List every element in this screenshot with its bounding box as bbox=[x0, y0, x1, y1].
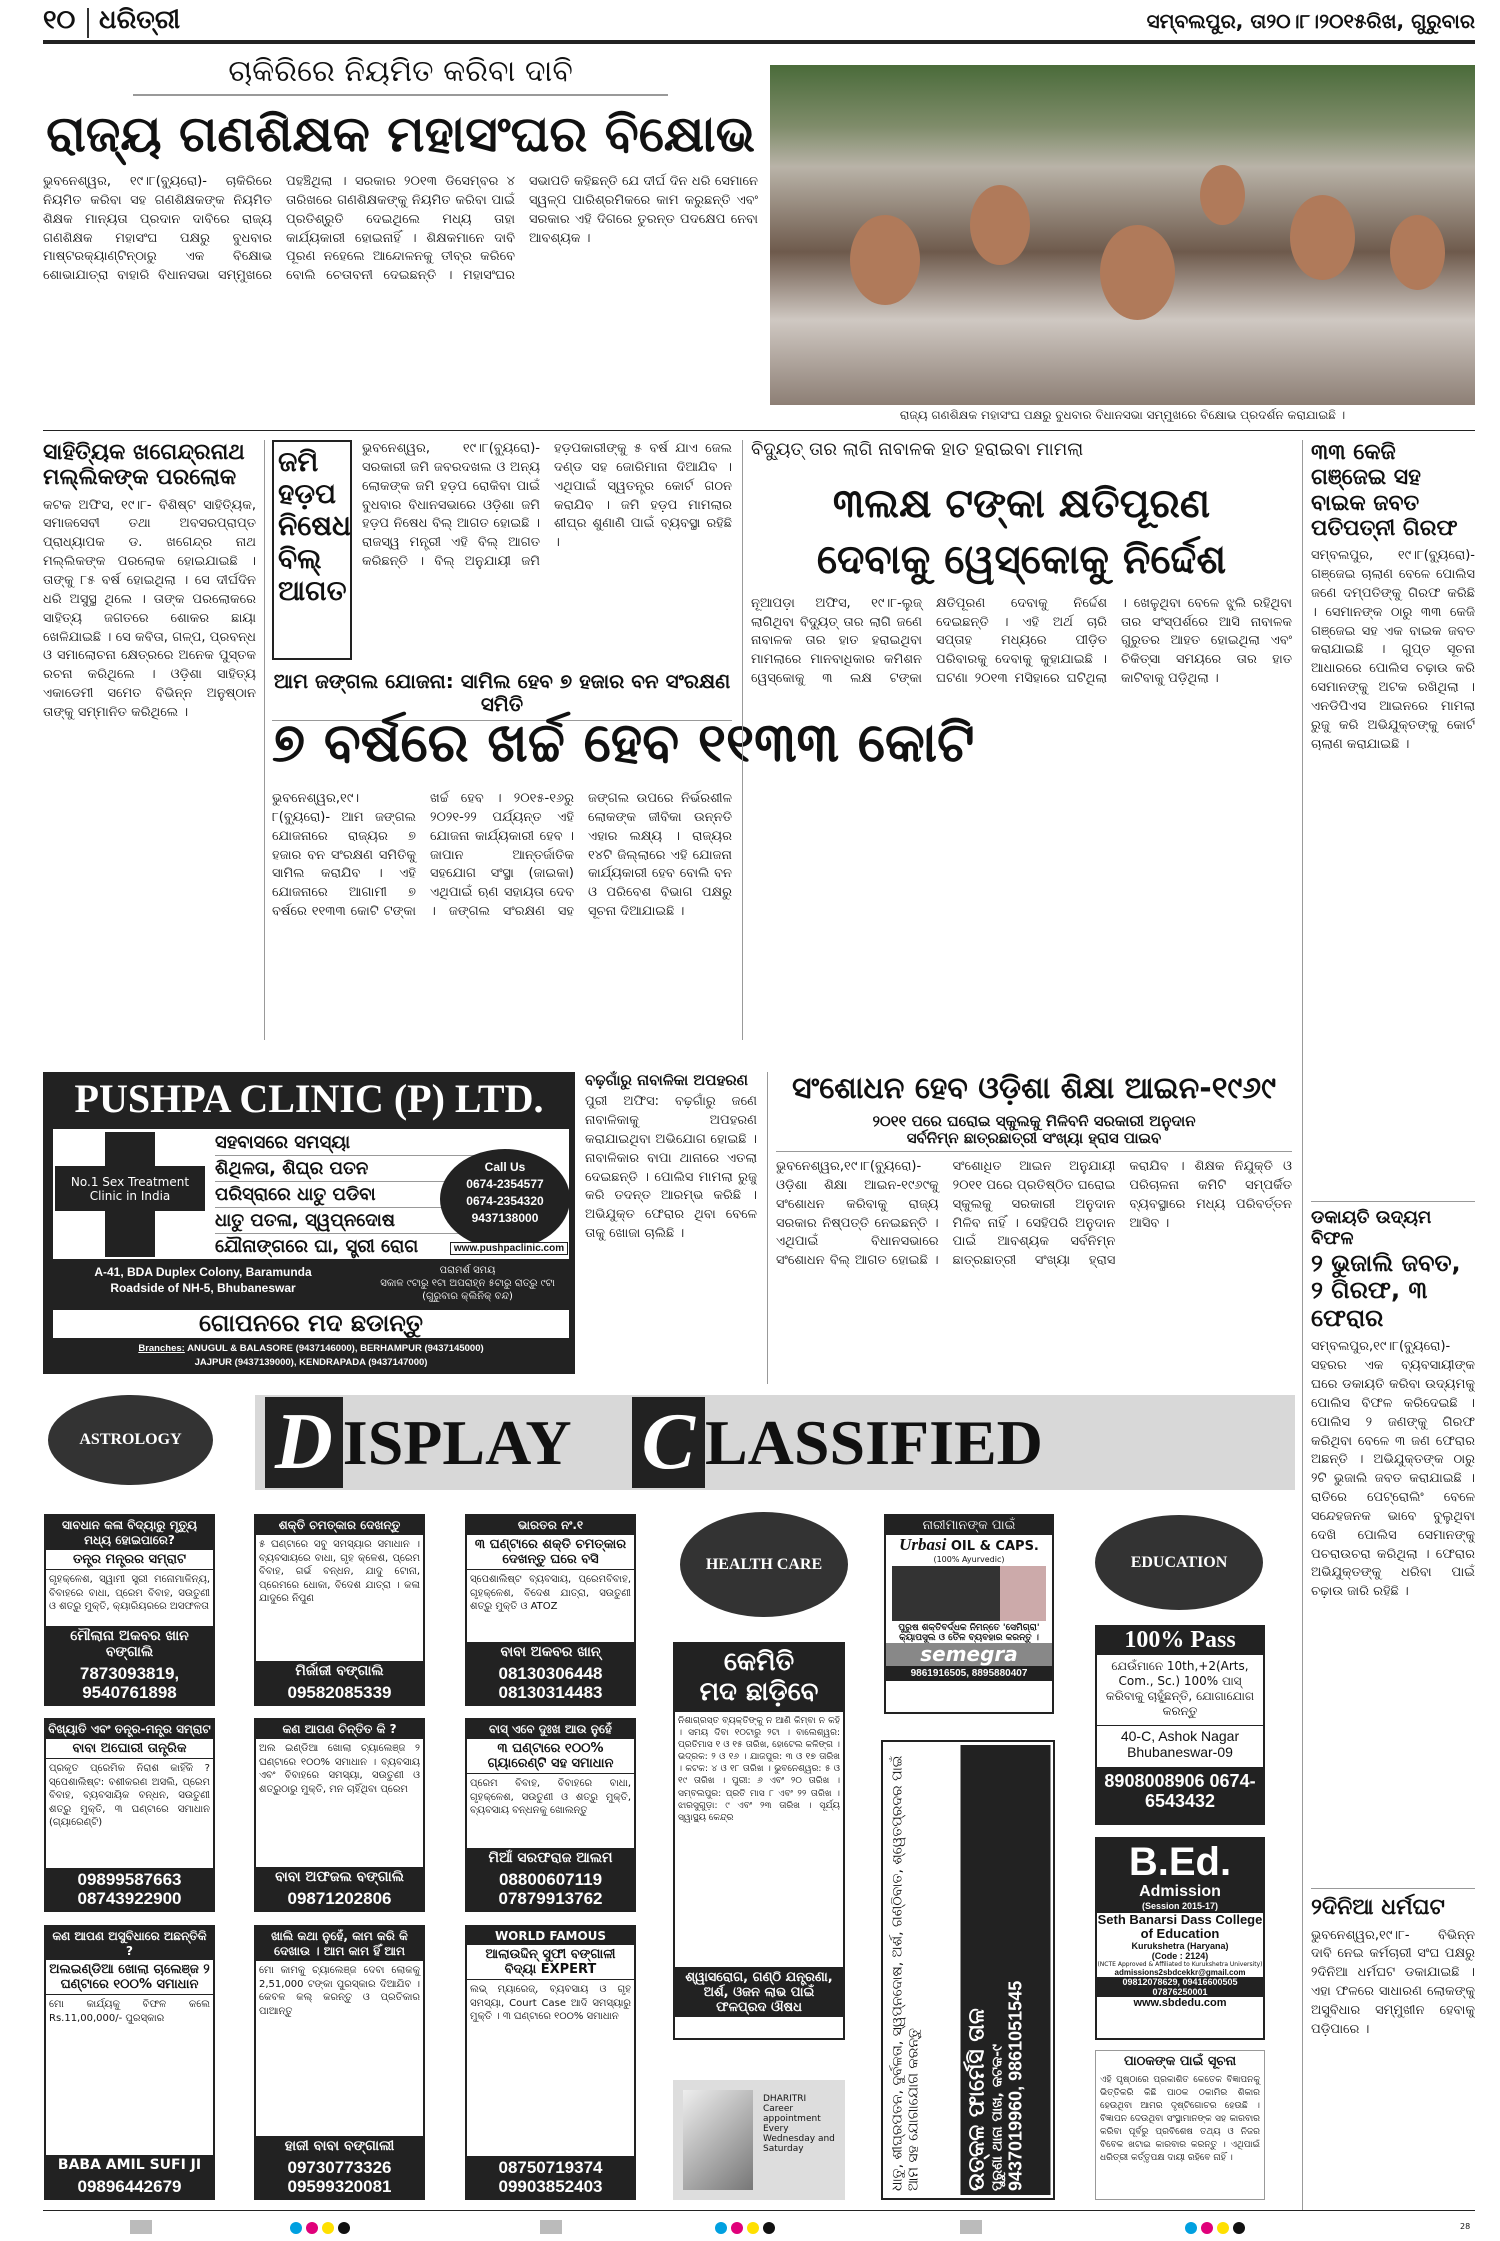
ad-heading: WORLD FAMOUS bbox=[467, 1927, 634, 1945]
notice-text: ଏହି ପୃଷ୍ଠାରେ ପ୍ରକାଶିତ କେତେକ ବିଜ୍ଞାପନକୁ ଭିତ୍ତିକରି କିଛି ପାଠକ ଠକାମିର ଶିକାର ହେଉଥିବା ଆମର ଦୃଷ୍ଟିଗୋଚର ହେଉଛି । ବିଜ୍ଞାପନ ଦେଉଥିବା ସଂସ୍ଥାମାନଙ୍କ ସହ କାରବାର କରିବା ପୂର୍ବରୁ ପ୍ରବିଶେଷ ତଥ୍ୟ ଓ ନିଜର ବିବେକ ଖଟାଇ କାରବାର କରନ୍ତୁ । ଏଥିପାଇଁ ଧରିତ୍ରୀ କର୍ତ୍ତୃପକ୍ଷ ଦାୟୀ ରହିବେ ନାହିଁ । bbox=[1100, 2074, 1260, 2164]
registration-mark bbox=[960, 2220, 982, 2234]
photo-caption: ରାଜ୍ୟ ଗଣଶିକ୍ଷକ ମହାସଂଘ ପକ୍ଷରୁ ବୁଧବାର ବିଧାନସଭା ସମ୍ମୁଖରେ ବିକ୍ଷୋଭ ପ୍ରଦର୍ଶନ କରାଯାଇଛି । bbox=[899, 408, 1346, 422]
registration-mark bbox=[1217, 2222, 1229, 2234]
jami-story bbox=[272, 440, 732, 665]
ad-text: ଅଲ ଇଣ୍ଡିଆ ଖୋଲା ଚ୍ୟାଲେଞ୍ଜ ୨ ଘଣ୍ଟାରେ ୧୦୦% ସମାଧାନ । ବ୍ୟବସାୟ ଏବଂ ବିବାହରେ ସମସ୍ୟା, ସଉତୁଣୀ ଓ ଶତ୍ରୁଠାରୁ ମୁକ୍ତି, ମନ ଚାହିଁଥିବା ପ୍ରେମ bbox=[259, 1743, 420, 1795]
kidnap-headline: ବଢ଼ଗାଁରୁ ନାବାଳିକା ଅପହରଣ bbox=[585, 1071, 748, 1089]
branches-line: JAJPUR (9437139000), KENDRAPADA (9437147000) bbox=[194, 1357, 428, 1368]
education-act-story bbox=[767, 1072, 1292, 1384]
edu-act-headline: ସଂଶୋଧନ ହେବ ଓଡ଼ିଶା ଶିକ୍ଷା ଆଇନ-୧୯୬୯ bbox=[791, 1071, 1277, 1106]
ad-name: ମିର୍ଜାଜୀ ବଙ୍ଗାଲି bbox=[256, 1661, 423, 1681]
bed-admission: Admission bbox=[1139, 1883, 1221, 1900]
ad-title: ତନ୍ତ୍ର ମନ୍ତ୍ରର ସମ୍ରାଟ bbox=[46, 1550, 213, 1570]
dacoity-headline: ୨ ଭୁଜାଲି ଜବତ, ୨ ଗିରଫ, ୩ ଫେରାର bbox=[1311, 1248, 1461, 1332]
kidnap-body: ପୁରୀ ଅଫିସ: ବଢ଼ଗାଁରୁ ଜଣେ ନାବାଳିକାକୁ ଅପହରଣ କରାଯାଇଥିବା ଅଭିଯୋଗ ହୋଇଛି । ନାବାଳିକାର ବାପା ଥାନାରେ ଏତଲା ଦେଇଛନ୍ତି । ପୋଲିସ ମାମଲା ରୁଜୁ କରି ତଦନ୍ତ ଆରମ୍ଭ କରିଛି । ଅଭିଯୁକ୍ତ ଫେରାର ଥିବା ବେଳେ ତାକୁ ଖୋଜା ଚାଲିଛି । bbox=[585, 1094, 757, 1242]
kemiti-text: ନିଶାଗ୍ରସ୍ତ ବ୍ୟକ୍ତିଙ୍କୁ ନ ଆଣି କିମ୍ବା ନ କହି । ସମୟ ଦିବା ୧୦ଟାରୁ ୨ଟା । ବାଲେଶ୍ୱର: ପ୍ରତିମାସ ୧ ଓ ୧୫ ତାରିଖ, ହୋଟେଲ କଳିଙ୍ଗ । ଭଦ୍ରକ: ୨ ଓ ୧୬ । ଯାଜପୁର: ୩ ଓ ୧୭ ତାରିଖ । କଟକ: ୪ ଓ ୧୮ ତାରିଖ । ଭୁବନେଶ୍ୱର: ୫ ଓ ୧୯ ତାରିଖ । ପୁରୀ: ୬ ଏବଂ ୨୦ ତାରିଖ । ସମ୍ବଲପୁର: ପ୍ରତି ମାସ ୮ ଏବଂ ୨୨ ତାରିଖ । ଝାରସୁଗୁଡ଼ା: ୯ ଏବଂ ୨୩ ତାରିଖ । ସୂର୍ଯ୍ୟ ସ୍ୱାସ୍ଥ୍ୟ କେନ୍ଦ୍ର bbox=[678, 1715, 840, 1823]
classified-ad bbox=[44, 1514, 215, 1706]
education-logo bbox=[1095, 1515, 1263, 1610]
pass-phones: 8908008906 0674-6543432 bbox=[1097, 1767, 1263, 1825]
education-logo-label: EDUCATION bbox=[1130, 1553, 1228, 1571]
electric-kicker: ବିଦ୍ୟୁତ୍ ତାର ଲାଗି ନାବାଳକ ହାତ ହରାଇବା ମାମଲା bbox=[751, 439, 1084, 460]
forest-headline: ୭ ବର୍ଷରେ ଖର୍ଚ୍ଚ ହେବ ୧୧୩୩ କୋଟି bbox=[272, 711, 975, 774]
problem-line: ଯୌନାଙ୍ଗରେ ଘା, ସ୍ତ୍ରୀ ରୋଗ bbox=[215, 1236, 419, 1257]
mallick-headline: ସାହିତ୍ୟିକ ଖଗେନ୍ଦ୍ରନାଥ ମଲ୍ଲିକଙ୍କ ପରଲୋକ bbox=[43, 440, 245, 491]
bed-title: B.Ed. bbox=[1128, 1840, 1232, 1884]
classified-ad bbox=[254, 1925, 425, 2200]
ganja-body: ସମ୍ବଲପୁର, ୧୯।୮(ବ୍ୟୁରୋ)- ଗଞ୍ଜେଇ ଚାଲାଣ ବେଳେ ପୋଲିସ ଜଣେ ଦମ୍ପତିଙ୍କୁ ଗିରଫ କରିଛି । ସେମାନଙ୍କ ଠାରୁ ୩୩ କେଜି ଗଞ୍ଜେଇ ସହ ଏକ ବାଇକ ଜବତ କରାଯାଇଛି । ଗୁପ୍ତ ସୂଚନା ଆଧାରରେ ପୋଲିସ ଚଢ଼ାଉ କରି ସେମାନଙ୍କୁ ଅଟକ ରଖିଥିଲା । ଏନଡିପିଏସ ଆଇନରେ ମାମଲା ରୁଜୁ କରି ଅଭିଯୁକ୍ତଙ୍କୁ କୋର୍ଟ ଚାଲାଣ କରାଯାଇଛି । bbox=[1311, 548, 1475, 752]
ad-heading: କଣ ଆପଣ ଅସୁବିଧାରେ ଅଛନ୍ତିକି ? bbox=[46, 1927, 213, 1960]
problem-line: ପରିସ୍ରାରେ ଧାତୁ ପଡିବା bbox=[215, 1182, 475, 1208]
lead-body: ଭୁବନେଶ୍ୱର, ୧୯।୮(ବ୍ୟୁରୋ)- ଚାକିରିରେ ନିୟମିତ କରିବା ସହ ଗଣଶିକ୍ଷକଙ୍କ ନିୟମିତ ଶିକ୍ଷକ ମାନ୍ୟତା ପ୍ରଦାନ ଦାବିରେ ରାଜ୍ୟ ଗଣଶିକ୍ଷକ ମହାସଂଘ ପକ୍ଷରୁ ବୁଧବାର ମାଷ୍ଟରକ୍ୟାଣ୍ଟିନ୍ଠାରୁ ଏକ ବିକ୍ଷୋଭ ଶୋଭାଯାତ୍ରା ବାହାରି ବିଧାନସଭା ସମ୍ମୁଖରେ ପହଞ୍ଚିଥିଲା । ସରକାର ୨୦୧୩ ଡିସେମ୍ବର ୪ ତାରିଖରେ ଗଣଶିକ୍ଷକଙ୍କୁ ନିୟମିତ କରିବା ପାଇଁ ପ୍ରତିଶ୍ରୁତି ଦେଇଥିଲେ ମଧ୍ୟ ତାହା କାର୍ଯ୍ୟକାରୀ ହୋଇନାହିଁ । ଶିକ୍ଷକମାନେ ଦାବି ପୂରଣ ନହେଲେ ଆନ୍ଦୋଳନକୁ ତୀବ୍ର କରିବେ ବୋଲି ଚେତାବନୀ ଦେଇଛନ୍ତି । ମହାସଂଘର ସଭାପତି କହିଛନ୍ତି ଯେ ଦୀର୍ଘ ଦିନ ଧରି ସେମାନେ ସ୍ୱଳ୍ପ ପାରିଶ୍ରମିକରେ କାମ କରୁଛନ୍ତି ଏବଂ ସରକାର ଏହି ଦିଗରେ ତୁରନ୍ତ ପଦକ୍ଷେପ ନେବା ଆବଶ୍ୟକ । bbox=[43, 174, 758, 284]
pass-address: 40-C, Ashok Nagar Bhubaneswar-09 bbox=[1097, 1725, 1263, 1767]
pushpa-problems bbox=[215, 1130, 475, 1259]
ad-heading: କଣ ଆପଣ ଚିନ୍ତିତ କି ? bbox=[256, 1720, 423, 1739]
phone: 9437138000 bbox=[471, 1211, 539, 1225]
ad-name: ମୌଲାନା ଅକବର ଖାନ ବଙ୍ଗାଲି bbox=[46, 1626, 213, 1662]
hundred-percent-pass-ad bbox=[1095, 1625, 1265, 1825]
pushpa-branches bbox=[53, 1342, 569, 1370]
banner-isplay: ISPLAY bbox=[342, 1406, 572, 1478]
registration-mark bbox=[1233, 2222, 1245, 2234]
mallick-body: କଟକ ଅଫିସ, ୧୯।୮- ବିଶିଷ୍ଟ ସାହିତ୍ୟିକ, ସମାଜସେବୀ ତଥା ଅବସରପ୍ରାପ୍ତ ପ୍ରାଧ୍ୟାପକ ଡ. ଖଗେନ୍ଦ୍ର ନାଥ ମଲ୍ଲିକଙ୍କ ପରଲୋକ ହୋଇଯାଇଛି । ତାଙ୍କୁ ୮୫ ବର୍ଷ ହୋଇଥିଲା । ସେ ଦୀର୍ଘଦିନ ଧରି ଅସୁସ୍ଥ ଥିଲେ । ତାଙ୍କ ପରଲୋକରେ ସାହିତ୍ୟ ଜଗତରେ ଶୋକର ଛାୟା ଖେଳିଯାଇଛି । ସେ କବିତା, ଗଳ୍ପ, ପ୍ରବନ୍ଧ ଓ ସମାଲୋଚନା କ୍ଷେତ୍ରରେ ଅନେକ ପୁସ୍ତକ ରଚନା କରିଥିଲେ । ଓଡ଼ିଶା ସାହିତ୍ୟ ଏକାଡେମୀ ସମେତ ବିଭିନ୍ନ ଅନୁଷ୍ଠାନ ତାଙ୍କୁ ସମ୍ମାନିତ କରିଥିଲେ । bbox=[43, 497, 256, 720]
page-header bbox=[43, 6, 1475, 40]
ad-name: BABA AMIL SUFI JI bbox=[46, 2155, 213, 2175]
divider bbox=[87, 8, 89, 38]
ad-text: ଗୃହକ୍ଳେଶ, ସ୍ୱାମୀ ସ୍ତ୍ରୀ ମନୋମାଳିନ୍ୟ, ବିବାହରେ ବାଧା, ପ୍ରେମ ବିବାହ, ସଉତୁଣୀ ଓ ଶତ୍ରୁ ମୁକ୍ତି, କ୍ୟାରିୟରରେ ଅସଫଳତା bbox=[49, 1574, 210, 1612]
brand: Urbasi bbox=[899, 1535, 947, 1554]
classified-ad bbox=[44, 1925, 215, 2200]
registration-mark bbox=[715, 2222, 727, 2234]
kemiti-title bbox=[675, 1644, 843, 1712]
ad-title: ଅଲଇଣ୍ଡିଆ ଖୋଲା ଚାଲେଞ୍ଜ ୨ ଘଣ୍ଟାରେ ୧୦୦% ସମାଧାନ bbox=[46, 1960, 213, 1995]
ad-title: ୩ ଘଣ୍ଟାରେ ଶକ୍ତି ଚମତ୍କାର ଦେଖନ୍ତୁ ଘରେ ବସି bbox=[467, 1535, 634, 1570]
jami-headline: ଜମି ହଡ଼ପ ନିଷେଧ ବିଲ୍ ଆଗତ bbox=[272, 440, 352, 660]
forest-kicker: ଆମ ଜଙ୍ଗଲ ଯୋଜନା: ସାମିଲ ହେବ ୭ ହଜାର ବନ ସଂରକ୍ଷଣ ସମିତି bbox=[272, 670, 732, 721]
urbasi-ad bbox=[884, 1514, 1054, 1714]
strike-body: ଭୁବନେଶ୍ୱର,୧୯।୮- ବିଭିନ୍ନ ଦାବି ନେଇ କର୍ମଚାରୀ ସଂଘ ପକ୍ଷରୁ ୨ଦିନିଆ ଧର୍ମଘଟ ଡକାଯାଇଛି । ଏହା ଫଳରେ ସାଧାରଣ ଲୋକଙ୍କୁ ଅସୁବିଧାର ସମ୍ମୁଖୀନ ହେବାକୁ ପଡ଼ିପାରେ । bbox=[1311, 1927, 1475, 2037]
banner-lassified: LASSIFIED bbox=[704, 1406, 1043, 1478]
urbasi-phone: 9861916505, 8895880407 bbox=[886, 1666, 1052, 1681]
timing-text: ସକାଳ ୯ଟାରୁ ୧ଟା ଅପରାହ୍ନ ୫ଟାରୁ ରାତ୍ରୁ ୯ଟା bbox=[380, 1278, 555, 1289]
bed-email[interactable]: admissions2sbdcekkr@gmail.com bbox=[1114, 1968, 1246, 1977]
pushpa-slogan: ଗୋପନରେ ମଦ ଛଡାନ୍ତୁ bbox=[53, 1310, 569, 1338]
kidnap-story bbox=[585, 1072, 757, 1382]
urbasi-image bbox=[892, 1566, 1046, 1621]
problem-line: ଧାତୁ ପତଳା, ସ୍ୱପ୍ନଦୋଷ bbox=[215, 1208, 475, 1234]
pharmacy-text: ଧାତୁ, ଶୀଘ୍ରପତନ, ଦୁର୍ବଳତା, ସ୍ୱପ୍ନଦୋଷ, ଅର୍ଶ, ଗଣ୍ଠିବାତ, ଶ୍ୱେତପ୍ରଦର ପାଇଁ ଆମ ସହ ଯୋଗାଯୋଗ କରନ୍ତୁ bbox=[889, 1755, 922, 2191]
ad-phone: 09896442679 bbox=[46, 2175, 213, 2198]
bed-website[interactable]: www.sbdedu.com bbox=[1133, 1997, 1227, 2009]
ad-text: ଲଭ୍ ମ୍ୟାରେଜ୍, ବ୍ୟବସାୟ ଓ ଗୃହ ସମସ୍ୟା, Court Case ଆଦି ସମସ୍ୟାରୁ ମୁକ୍ତି । ୩ ଘଣ୍ଟାରେ ୧୦୦% ସମାଧାନ bbox=[470, 1984, 631, 2022]
ad-heading: ଶକ୍ତି ଚମତ୍କାର ଦେଖନ୍ତୁ bbox=[256, 1516, 423, 1535]
edu-act-sub1: ୨୦୧୧ ପରେ ଘରୋଇ ସ୍କୁଲକୁ ମିଳିବନି ସରକାରୀ ଅନୁଦାନ bbox=[872, 1111, 1196, 1130]
ad-phone: 09730773326 09599320081 bbox=[256, 2156, 423, 2198]
forest-body: ଭୁବନେଶ୍ୱର,୧୯।୮(ବ୍ୟୁରୋ)- ଆମ ଜଙ୍ଗଲ ଯୋଜନାରେ ରାଜ୍ୟର ୭ ହଜାର ବନ ସଂରକ୍ଷଣ ସମିତିକୁ ସାମିଲ କରାଯିବ । ଏହି ଯୋଜନାରେ ଆଗାମୀ ୭ ବର୍ଷରେ ୧୧୩୩ କୋଟି ଟଙ୍କା ଖର୍ଚ୍ଚ ହେବ । ୨୦୧୫-୧୬ରୁ ୨୦୨୧-୨୨ ପର୍ଯ୍ୟନ୍ତ ଏହି ଯୋଜନା କାର୍ଯ୍ୟକାରୀ ହେବ । ଜାପାନ ଆନ୍ତର୍ଜାତିକ ସହଯୋଗ ସଂସ୍ଥା (ଜାଇକା) ଏଥିପାଇଁ ଋଣ ସହାୟତା ଦେବ । ଜଙ୍ଗଲ ସଂରକ୍ଷଣ ସହ ଜଙ୍ଗଲ ଉପରେ ନିର୍ଭରଶୀଳ ଲୋକଙ୍କ ଜୀବିକା ଉନ୍ନତି ଏହାର ଲକ୍ଷ୍ୟ । ରାଜ୍ୟର ୧୪ଟି ଜିଲ୍ଲାରେ ଏହି ଯୋଜନା କାର୍ଯ୍ୟକାରୀ ହେବ ବୋଲି ବନ ଓ ପରିବେଶ ବିଭାଗ ପକ୍ଷରୁ ସୂଚନା ଦିଆଯାଇଛି । bbox=[272, 791, 732, 920]
pushpa-clinic-ad bbox=[43, 1072, 575, 1374]
jami-body: ଭୁବନେଶ୍ୱର, ୧୯।୮(ବ୍ୟୁରୋ)- ସରକାରୀ ଜମି ଜବରଦଖଲ ଓ ଅନ୍ୟ ଲୋକଙ୍କ ଜମି ହଡ଼ପ ରୋକିବା ପାଇଁ ବୁଧବାର ବିଧାନସଭାରେ ଓଡ଼ିଶା ଜମି ହଡ଼ପ ନିଷେଧ ବିଲ୍ ଆଗତ ହୋଇଛି । ରାଜସ୍ୱ ମନ୍ତ୍ରୀ ଏହି ବିଲ୍ ଆଗତ କରିଛନ୍ତି । ବିଲ୍ ଅନୁଯାୟୀ ଜମି ହଡ଼ପକାରୀଙ୍କୁ ୫ ବର୍ଷ ଯାଏ ଜେଲ ଦଣ୍ଡ ସହ ଜୋରିମାନା ଦିଆଯିବ । ଏଥିପାଇଁ ସ୍ୱତନ୍ତ୍ର କୋର୍ଟ ଗଠନ କରାଯିବ । ଜମି ହଡ଼ପ ମାମଲାର ଶୀଘ୍ର ଶୁଣାଣି ପାଇଁ ବ୍ୟବସ୍ଥା ରହିଛି । bbox=[362, 441, 732, 570]
ad-heading: ସାବଧାନ କଳା ବିଦ୍ୟାରୁ ମୃତ୍ୟୁ ମଧ୍ୟ ହୋଇପାରେ? bbox=[46, 1516, 213, 1550]
pushpa-timing bbox=[365, 1264, 570, 1303]
classified-ad bbox=[44, 1718, 215, 1912]
strike-headline: ୨ଦିନିଆ ଧର୍ମଘଟ bbox=[1311, 1888, 1475, 1920]
pharmacy-vertical-ad bbox=[881, 1740, 1055, 2200]
title-line: ମଦ ଛାଡ଼ିବେ bbox=[699, 1676, 819, 1707]
ad-name: ବାବା ଅଫଜଲ ବଙ୍ଗାଲି bbox=[256, 1867, 423, 1887]
urbasi-sub: (100% Ayurvedic) bbox=[933, 1555, 1005, 1564]
ad-phone: 09899587663 08743922900 bbox=[46, 1868, 213, 1910]
classified-ad bbox=[465, 1718, 636, 1912]
electric-body: ନୂଆପଡ଼ା ଅଫିସ, ୧୯।୮-ଲୁଜ୍ ଲାଗିଥିବା ବିଦ୍ୟୁତ୍ ତାର ଲାଗି ଜଣେ ନାବାଳକ ତାର ହାତ ହରାଇଥିବା ମାମଲାରେ ମାନବାଧିକାର କମିଶନ ୱେସ୍କୋକୁ ୩ ଲକ୍ଷ ଟଙ୍କା କ୍ଷତିପୂରଣ ଦେବାକୁ ନିର୍ଦ୍ଦେଶ ଦେଇଛନ୍ତି । ଏହି ଅର୍ଥ ଚାରି ସପ୍ତାହ ମଧ୍ୟରେ ପୀଡ଼ିତ ପରିବାରକୁ ଦେବାକୁ କୁହାଯାଇଛି । ଘଟଣା ୨୦୧୩ ମସିହାରେ ଘଟିଥିଲା । ଖେଳୁଥିବା ବେଳେ ଝୁଲି ରହିଥିବା ତାର ସଂସ୍ପର୍ଶରେ ଆସି ନାବାଳକ ଗୁରୁତର ଆହତ ହୋଇଥିଲା ଏବଂ ଚିକିତ୍ସା ସମୟରେ ତାର ହାତ କାଟିବାକୁ ପଡ଼ିଥିଲା । bbox=[751, 595, 1292, 687]
header-rule bbox=[43, 40, 1475, 44]
edu-act-body: ଭୁବନେଶ୍ୱର,୧୯।୮(ବ୍ୟୁରୋ)- ଓଡ଼ିଶା ଶିକ୍ଷା ଆଇନ-୧୯୬୯କୁ ସଂଶୋଧନ କରିବାକୁ ରାଜ୍ୟ ସରକାର ନିଷ୍ପତ୍ତି ନେଇଛନ୍ତି । ଏଥିପାଇଁ ବିଧାନସଭାରେ ସଂଶୋଧନ ବିଲ୍ ଆଗତ ହୋଇଛି । ସଂଶୋଧିତ ଆଇନ ଅନୁଯାୟୀ ୨୦୧୧ ପରେ ପ୍ରତିଷ୍ଠିତ ଘରୋଇ ସ୍କୁଲକୁ ସରକାରୀ ଅନୁଦାନ ମିଳିବ ନାହିଁ । ସେହିପରି ଅନୁଦାନ ପାଇଁ ଆବଶ୍ୟକ ସର୍ବନିମ୍ନ ଛାତ୍ରଛାତ୍ରୀ ସଂଖ୍ୟା ହ୍ରାସ କରାଯିବ । ଶିକ୍ଷକ ନିଯୁକ୍ତି ଓ ପରିଚାଳନା କମିଟି ସମ୍ପର୍କିତ ବ୍ୟବସ୍ଥାରେ ମଧ୍ୟ ପରିବର୍ତ୍ତନ ଆସିବ । bbox=[776, 1159, 1292, 1269]
footer-rule bbox=[43, 2210, 1475, 2211]
ad-title: ଆଲାଉଦ୍ଦିନ୍ ସୁଫୀ ବଙ୍ଗାଳୀ ବିଦ୍ୟା EXPERT bbox=[467, 1945, 634, 1980]
pushpa-title: PUSHPA CLINIC (P) LTD. bbox=[74, 1076, 544, 1121]
address-line: Roadside of NH-5, Bhubaneswar bbox=[110, 1281, 296, 1295]
ad-text: ପ୍ରେମ ବିବାହ, ବିବାହରେ ବାଧା, ଗୃହକ୍ଳେଶ, ସଉତୁଣୀ ଓ ଶତ୍ରୁ ମୁକ୍ତି, ବ୍ୟବସାୟ ବନ୍ଧନକୁ ଖୋଲନ୍ତୁ bbox=[470, 1778, 631, 1816]
urbasi-text: ପୁରୁଷ ଶକ୍ତିବର୍ଦ୍ଧକ ନିମନ୍ତେ 'ସେମିଗ୍ରା' କ୍ୟାପସୁଲ ଓ ତୈଳ ବ୍ୟବହାର କରନ୍ତୁ । bbox=[898, 1623, 1040, 1643]
registration-mark bbox=[747, 2222, 759, 2234]
section-rule bbox=[43, 430, 1475, 431]
banner-d: D bbox=[265, 1397, 343, 1488]
ad-heading: ବିଖ୍ୟାତି ଏବଂ ତନ୍ତ୍ର-ମନ୍ତ୍ର ସମ୍ରାଟ bbox=[46, 1720, 213, 1739]
lead-kicker: ଚାକିରିରେ ନିୟମିତ କରିବା ଦାବି bbox=[133, 55, 668, 96]
bed-code: (Code : 2124) bbox=[1151, 1951, 1209, 1961]
bed-admission-ad bbox=[1095, 1837, 1265, 2040]
page-code: 28 bbox=[1460, 2222, 1471, 2231]
ad-name: ବାବା ଅକବର ଖାନ୍ bbox=[467, 1642, 634, 1662]
pushpa-address bbox=[53, 1264, 353, 1296]
ad-phone: 09871202806 bbox=[256, 1887, 423, 1910]
urbasi-brand-line bbox=[886, 1535, 1052, 1555]
kemiti-footer: ଶ୍ୱାସରୋଗ, ଗଣ୍ଠି ଯନ୍ତ୍ରଣା, ଅର୍ଶ, ଓଜନ ଲାଭ ପାଇଁ ଫଳପ୍ରଦ ଔଷଧ bbox=[675, 1967, 843, 2017]
pushpa-website: www.pushpaclinic.com bbox=[450, 1242, 568, 1255]
registration-mark bbox=[322, 2222, 334, 2234]
ad-heading: ଖାଲି କଥା ନୁହେଁ, କାମ କରି କି ଦେଖାଉ । ଆମ କାମ ହିଁ ଆମ bbox=[256, 1927, 423, 1961]
product: OIL & CAPS. bbox=[950, 1539, 1039, 1554]
ad-phone: 09582085339 bbox=[256, 1681, 423, 1704]
classified-ad bbox=[254, 1718, 425, 1912]
ad-text: ୫ ଘଣ୍ଟାରେ ସବୁ ସମସ୍ୟାର ସମାଧାନ । ବ୍ୟବସାୟରେ ବାଧା, ଗୃହ କ୍ଳେଶ, ପ୍ରେମ ବିବାହ, ଗର୍ଭ ବନ୍ଧନ, ଯାଦୁ ଟୋନା, ପ୍ରେମରେ ଧୋକା, ବିଦେଶ ଯାତ୍ରା । କଳା ଯାଦୁରେ ନିପୁଣ bbox=[259, 1539, 420, 1604]
dateline: ସମ୍ବଲପୁର, ତା୨୦।୮।୨୦୧୫ରିଖ, ଗୁରୁବାର bbox=[1146, 9, 1475, 33]
pass-title: 100% Pass bbox=[1097, 1627, 1263, 1655]
bed-phones: 09812078629, 09416600505 07876250001 bbox=[1097, 1977, 1263, 1997]
ad-heading: ଭାରତର ନଂ.୧ bbox=[467, 1516, 634, 1535]
title-line: କେମିତି bbox=[723, 1647, 795, 1677]
ad-phone: 08800607119 07879913762 bbox=[467, 1868, 634, 1910]
ad-name: ହାଜୀ ବାବା ବଙ୍ଗାଲୀ bbox=[256, 2136, 423, 2156]
classified-ad bbox=[254, 1514, 425, 1706]
pass-text: ଯେଉଁମାନେ 10th,+2(Arts, Com., Sc.) 100% ପାସ୍ କରିବାକୁ ଚାହୁଁଛନ୍ତି, ଯୋଗାଯୋଗ କରନ୍ତୁ bbox=[1105, 1658, 1255, 1718]
protest-photo bbox=[770, 65, 1475, 405]
display-classified-banner bbox=[255, 1395, 1295, 1490]
lead-headline: ରାଜ୍ୟ ଗଣଶିକ୍ଷକ ମହାସଂଘର ବିକ୍ଷୋଭ bbox=[46, 104, 755, 163]
ad-title: ୩ ଘଣ୍ଟାରେ ୧୦୦% ଗ୍ୟାରେଣ୍ଟି ସହ ସମାଧାନ bbox=[467, 1739, 634, 1774]
ad-heading: ବାସ୍ ଏବେ ଦୁଃଖ ଆଉ ନୁହେଁ bbox=[467, 1720, 634, 1739]
urbasi-top: ନାରୀମାନଙ୍କ ପାଇଁ bbox=[886, 1516, 1052, 1535]
registration-mark bbox=[1185, 2222, 1197, 2234]
address-line: A-41, BDA Duplex Colony, Baramunda bbox=[94, 1265, 312, 1279]
ad-phone: 08750719374 09903852403 bbox=[467, 2156, 634, 2198]
registration-mark bbox=[290, 2222, 302, 2234]
pharmacy-address: ପୁରୁଣା ଥାନା ପାଖ, କଟକ-୯ bbox=[989, 2043, 1006, 2191]
pharmacy-phone: 9437019960, 9861051545 bbox=[1005, 1980, 1026, 2191]
phone: 0674-2354320 bbox=[466, 1194, 544, 1208]
electric-headline-1: ୩ଲକ୍ଷ ଟଙ୍କା କ୍ଷତିପୂରଣ bbox=[832, 480, 1211, 527]
registration-mark bbox=[1201, 2222, 1213, 2234]
ganja-headline: ୩୩ କେଜି ଗଞ୍ଜେଇ ସହ ବାଇକ ଜବତ ପତିପତ୍ନୀ ଗିରଫ bbox=[1311, 440, 1458, 541]
mallick-story bbox=[43, 440, 265, 1040]
timing-title: ପରାମର୍ଶ ସମୟ bbox=[439, 1265, 496, 1276]
registration-mark bbox=[763, 2222, 775, 2234]
registration-mark bbox=[306, 2222, 318, 2234]
branches-label: Branches: bbox=[138, 1343, 185, 1354]
classified-ad bbox=[465, 1514, 636, 1706]
edu-act-sub2: ସର୍ବନିମ୍ନ ଛାତ୍ରଛାତ୍ରୀ ସଂଖ୍ୟା ହ୍ରାସ ପାଇବ bbox=[776, 1130, 1292, 1152]
kemiti-mada-ad bbox=[673, 1642, 845, 2040]
page-number: ୧୦ bbox=[43, 5, 76, 35]
key-image bbox=[683, 2090, 753, 2190]
right-column bbox=[1302, 440, 1475, 2210]
registration-mark bbox=[130, 2220, 152, 2234]
health-care-logo bbox=[680, 1512, 848, 1617]
ad-text: ମୋ କାର୍ଯ୍ୟକୁ ବିଫଳ କଲେ Rs.11,00,000/- ପୁରସ୍କାର bbox=[49, 1999, 210, 2024]
registration-mark bbox=[731, 2222, 743, 2234]
call-us-badge bbox=[440, 1149, 570, 1249]
ad-phone: 7873093819, 9540761898 bbox=[46, 1662, 213, 1704]
health-logo-label: HEALTH CARE bbox=[705, 1555, 823, 1573]
call-label: Call Us bbox=[484, 1160, 526, 1174]
dacoity-kicker: ଡକାୟତି ଉଦ୍ୟମ ବିଫଳ bbox=[1311, 1201, 1475, 1249]
pharmacy-title: ଉତ୍କଳ ଫାର୍ମେସି ତାଳ bbox=[964, 2008, 990, 2191]
ad-name: ମିଆଁ ସରଫରାଜ ଆଲମ bbox=[467, 1848, 634, 1868]
semegra-label: semegra bbox=[886, 1643, 1052, 1666]
bed-college: Seth Banarsi Dass College of Education bbox=[1097, 1912, 1263, 1941]
ad-text: ସ୍ପେଶାଲିଷ୍ଟ ବ୍ୟବସାୟ, ପ୍ରେମବିବାହ, ଗୃହକ୍ଳେଶ, ବିଦେଶ ଯାତ୍ରା, ସଉତୁଣୀ ଶତ୍ରୁ ମୁକ୍ତି ଓ ATOZ bbox=[470, 1574, 631, 1612]
ad-text: ମୋ କାମକୁ ଚ୍ୟାଲେଞ୍ଜ ଦେବା ଲୋକକୁ 2,51,000 ଟଙ୍କା ପୁରସ୍କାର ଦିଆଯିବ । କେବଳ କଲ୍ କରନ୍ତୁ ଓ ପ୍ରତିକାର ପାଆନ୍ତୁ bbox=[259, 1965, 420, 2017]
notice-title: ପାଠକଙ୍କ ପାଇଁ ସୂଚନା bbox=[1123, 2054, 1237, 2069]
dacoity-body: ସମ୍ବଲପୁର,୧୯।୮(ବ୍ୟୁରୋ)- ସହରର ଏକ ବ୍ୟବସାୟୀଙ୍କ ଘରେ ଡକାୟତି କରିବା ଉଦ୍ୟମକୁ ପୋଲିସ ବିଫଳ କରିଦେଇଛି । ପୋଲିସ ୨ ଜଣଙ୍କୁ ଗିରଫ କରିଥିବା ବେଳେ ୩ ଜଣ ଫେରାର ଅଛନ୍ତି । ଅଭିଯୁକ୍ତଙ୍କ ଠାରୁ ୨ଟି ଭୁଜାଲି ଜବତ କରାଯାଇଛି । ରାତିରେ ପେଟ୍ରୋଲିଂ ବେଳେ ସନ୍ଦେହଜନକ ଭାବେ ବୁଲୁଥିବା ଦେଖି ପୋଲିସ ସେମାନଙ୍କୁ ପଚରାଉଚରା କରିଥିଲା । ଫେରାର ଅଭିଯୁକ୍ତଙ୍କୁ ଧରିବା ପାଇଁ ଚଢ଼ାଉ ଜାରି ରହିଛି । bbox=[1311, 1339, 1475, 1600]
paper-name: ଧରିତ୍ରୀ bbox=[99, 5, 181, 35]
lead-story bbox=[43, 55, 758, 410]
problem-line: ସହବାସରେ ସମସ୍ୟା bbox=[215, 1130, 475, 1156]
banner-c: C bbox=[632, 1397, 705, 1488]
electric-headline-2: ଦେବାକୁ ୱେସ୍କୋକୁ ନିର୍ଦ୍ଦେଶ bbox=[816, 536, 1227, 583]
pushpa-tagline: No.1 Sex Treatment Clinic in India bbox=[55, 1166, 205, 1211]
problem-line: ଶିଥିଳତା, ଶିଘ୍ର ପତନ bbox=[215, 1156, 475, 1182]
registration-mark bbox=[338, 2222, 350, 2234]
electric-story bbox=[742, 440, 1292, 1040]
classified-ad bbox=[465, 1925, 636, 2200]
bed-place: Kurukshetra (Haryana) bbox=[1131, 1941, 1229, 1951]
astrology-label: ASTROLOGY bbox=[79, 1431, 182, 1448]
ad-title: ବାବା ଅଘୋରୀ ତାନ୍ତ୍ରିକ bbox=[46, 1739, 213, 1759]
bed-affiliation: (NCTE Approved & Affiliated to Kurukshetra University) bbox=[1097, 1961, 1263, 1968]
branches-line: ANUGUL & BALASORE (9437146000), BERHAMPUR (9437145000) bbox=[187, 1343, 484, 1354]
bed-session: (Session 2015-17) bbox=[1141, 1901, 1219, 1911]
readers-notice bbox=[1095, 2050, 1265, 2200]
astrology-logo bbox=[48, 1395, 213, 1485]
ad-phone: 08130306448 08130314483 bbox=[467, 1662, 634, 1704]
phone: 0674-2354577 bbox=[466, 1177, 544, 1191]
dharitri-career-box bbox=[673, 2080, 845, 2200]
registration-mark bbox=[540, 2220, 562, 2234]
closed-day: (ଗୁରୁବାର କ୍ଲିନିକ୍ ବନ୍ଦ) bbox=[422, 1291, 513, 1302]
career-text: DHARITRI Career appointment Every Wednesday and Saturday bbox=[763, 2094, 835, 2154]
ad-text: ପ୍ରକୃତ ପ୍ରେମିକ ନିରାଶ କାହିଁକି ? ସ୍ପେଶାଲିଷ୍ଟ: ବଶୀକରଣ ଅସଲି, ପ୍ରେମ ବିବାହ, ବ୍ୟବସାୟିକ ବନ୍ଧନ, ସଉତୁଣୀ ଶତ୍ରୁ ମୁକ୍ତି, ୩ ଘଣ୍ଟାରେ ସମାଧାନ (ଗ୍ୟାରେଣ୍ଟି) bbox=[49, 1763, 210, 1828]
